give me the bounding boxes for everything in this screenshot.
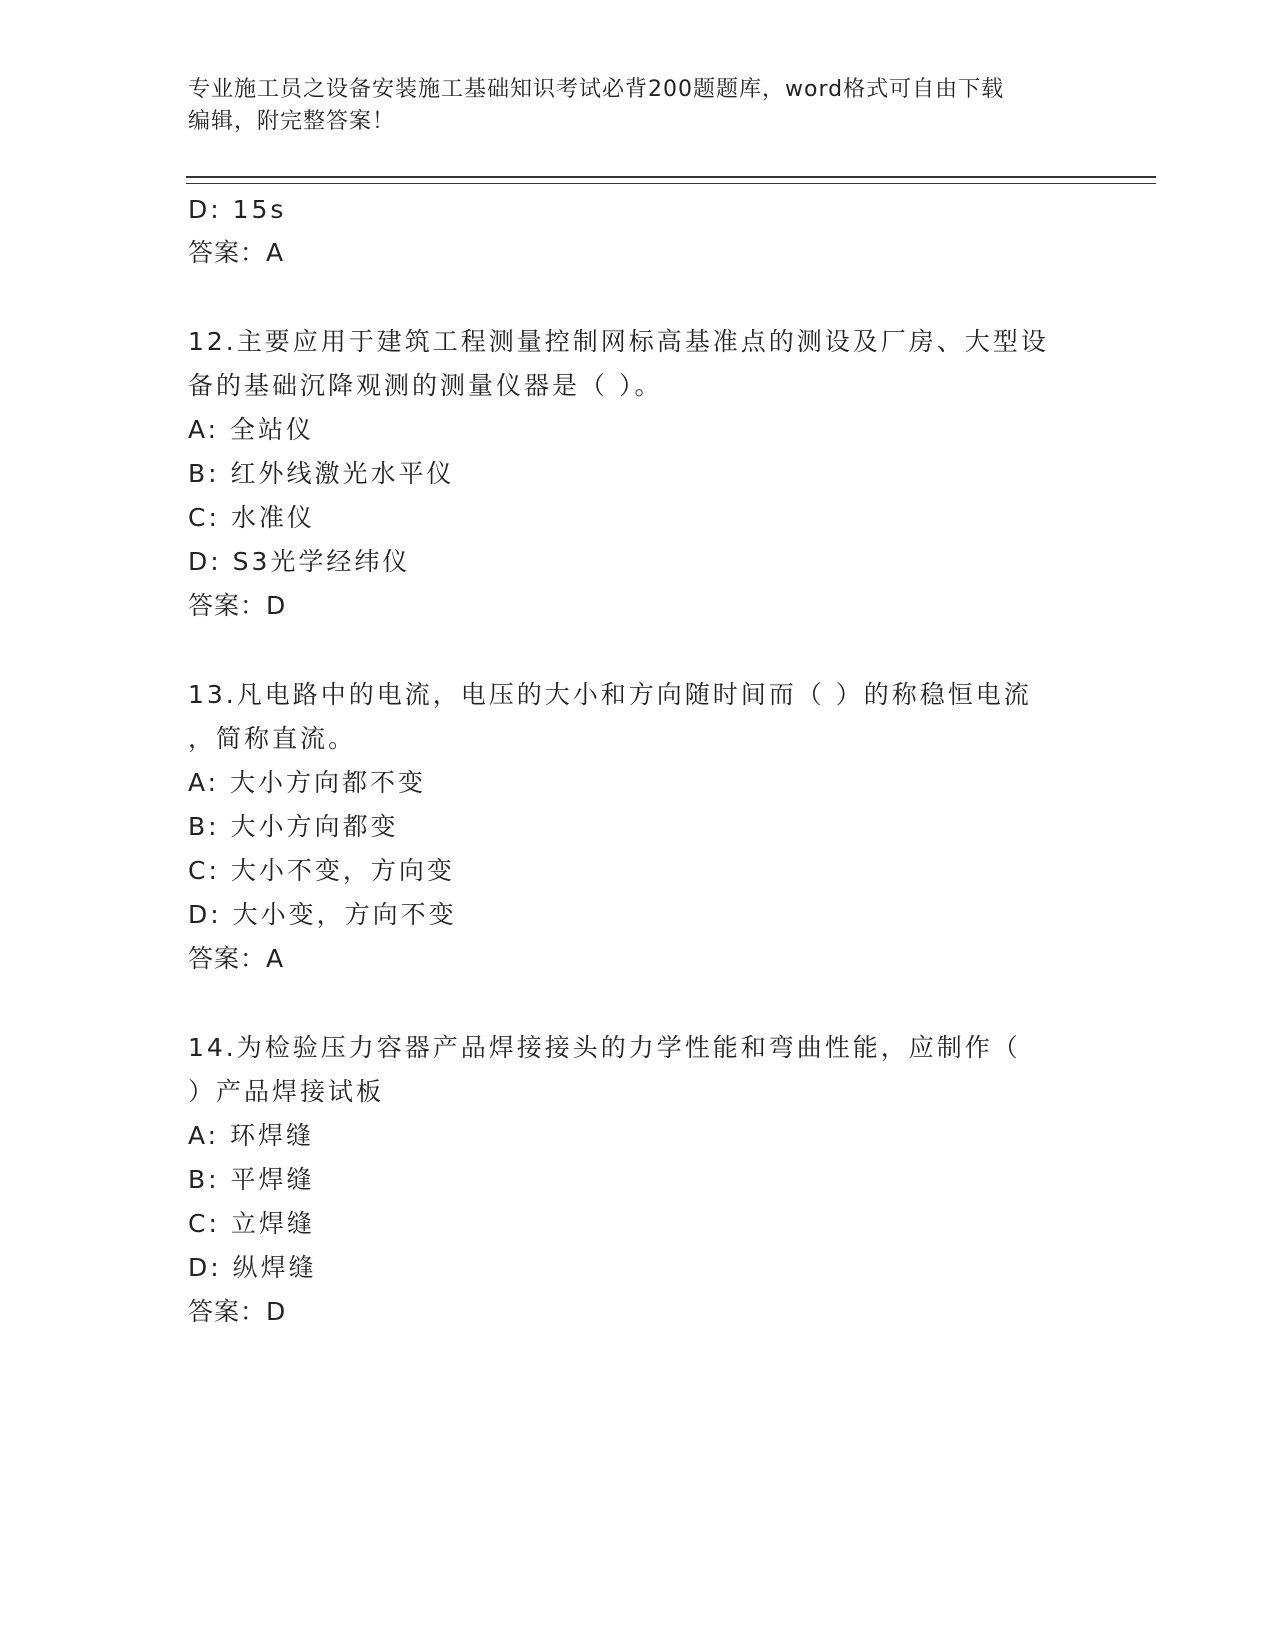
q13-option-b: B: 大小方向都变 bbox=[188, 812, 399, 841]
q12-option-a: A: 全站仪 bbox=[188, 415, 315, 444]
q13-option-d: D: 大小变，方向不变 bbox=[188, 900, 457, 929]
q13-answer: 答案：A bbox=[188, 944, 285, 973]
header-line-2: 编辑，附完整答案！ bbox=[188, 109, 396, 134]
q13-stem-line-2: ，简称直流。 bbox=[188, 724, 357, 753]
header-divider-thin bbox=[186, 183, 1156, 184]
header-divider-thick bbox=[186, 176, 1156, 178]
q14-option-c: C: 立焊缝 bbox=[188, 1209, 315, 1238]
document-header bbox=[188, 74, 1068, 138]
q14-answer: 答案：D bbox=[188, 1297, 287, 1326]
q12-answer: 答案：D bbox=[188, 591, 287, 620]
q14-option-b: B: 平焊缝 bbox=[188, 1165, 315, 1194]
q12-stem-line-1: 12.主要应用于建筑工程测量控制网标高基准点的测设及厂房、大型设 bbox=[188, 327, 1049, 356]
q13-option-c: C: 大小不变，方向变 bbox=[188, 856, 455, 885]
q13-option-a: A: 大小方向都不变 bbox=[188, 768, 427, 797]
q12-option-c: C: 水准仪 bbox=[188, 503, 315, 532]
q11-answer: 答案：A bbox=[188, 238, 285, 267]
q12-option-b: B: 红外线激光水平仪 bbox=[188, 459, 455, 488]
q11-option-d: D: 15s bbox=[188, 195, 287, 224]
q14-stem-line-2: ）产品焊接试板 bbox=[188, 1077, 385, 1106]
q14-option-d: D: 纵焊缝 bbox=[188, 1253, 317, 1282]
q13-stem-line-1: 13.凡电路中的电流，电压的大小和方向随时间而（ ）的称稳恒电流 bbox=[188, 680, 1032, 709]
q12-stem-line-2: 备的基础沉降观测的测量仪器是（ ）。 bbox=[188, 371, 663, 400]
q14-option-a: A: 环焊缝 bbox=[188, 1121, 315, 1150]
q12-option-d: D: S3光学经纬仪 bbox=[188, 547, 411, 576]
header-line-1: 专业施工员之设备安装施工基础知识考试必背200题题库，word格式可自由下载 bbox=[188, 77, 1005, 102]
q14-stem-line-1: 14.为检验压力容器产品焊接接头的力学性能和弯曲性能，应制作（ bbox=[188, 1033, 1021, 1062]
